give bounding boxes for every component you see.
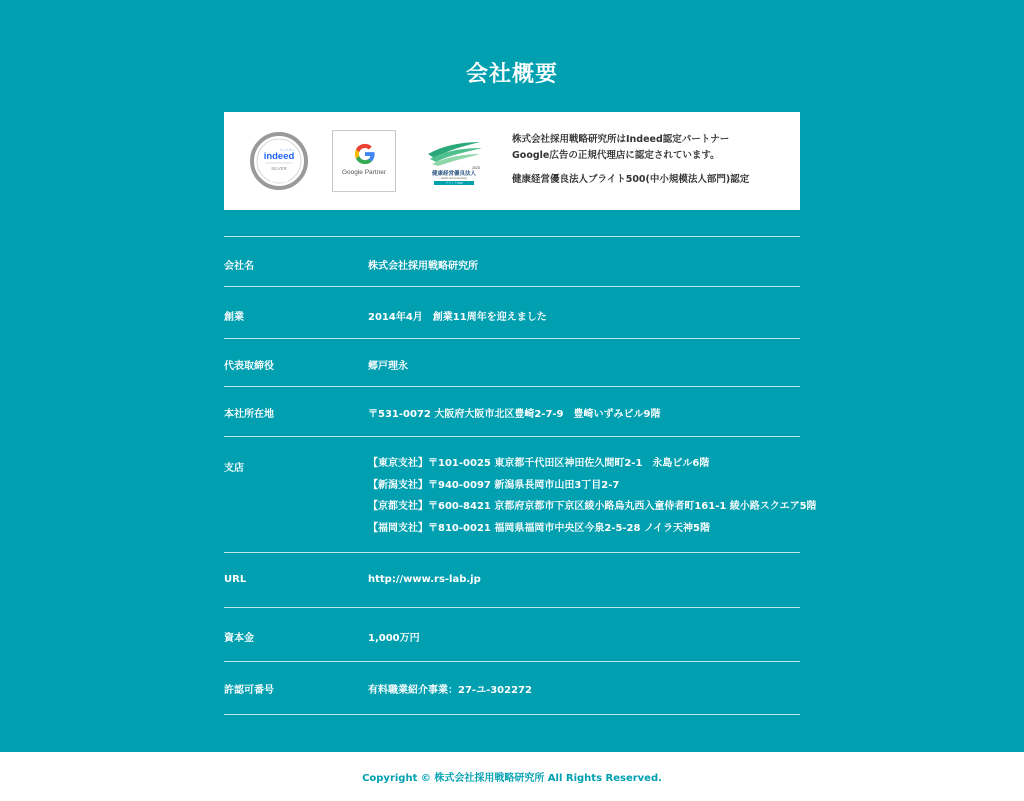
company-info-table	[224, 236, 817, 715]
indeed-silver-partner-badge	[250, 132, 308, 190]
info-row-founded	[224, 287, 800, 339]
kenko-keiei-badge	[424, 136, 484, 186]
google-partner-badge	[332, 130, 396, 192]
info-value: 1,000万円	[368, 633, 420, 644]
google-g-icon	[354, 143, 376, 165]
info-row-capital	[224, 608, 800, 662]
branch-tokyo: 【東京支社】〒101-0025 東京都千代田区神田佐久間町2-1 永島ビル6階	[368, 458, 710, 469]
info-value: 株式会社採用戦略研究所	[368, 261, 478, 272]
info-label: URL	[224, 574, 247, 585]
cert-text-line-3: 健康経営優良法人ブライト500(中小規模法人部門)認定	[512, 174, 750, 185]
info-row-license	[224, 662, 800, 715]
branch-list	[368, 453, 817, 539]
branch-niigata: 【新潟支社】〒940-0097 新潟県長岡市山田3丁目2-7	[368, 479, 620, 491]
google-partner-label: Google Partner	[341, 169, 387, 176]
indeed-partner-text: PARTNER	[269, 179, 289, 184]
kenko-year: 2023	[472, 166, 480, 170]
kenko-label: 健康経営優良法人	[431, 171, 477, 177]
info-row-headquarters	[224, 387, 800, 437]
cert-text-line-2: Google広告の正規代理店に認定されています。	[512, 150, 720, 161]
certification-box	[224, 112, 800, 210]
info-row-ceo	[224, 339, 800, 387]
branch-kyoto: 【京都支社】〒600-8421 京都府京都市下京区綾小路烏丸西入童侍者町161-1 綾小路スクエア5階	[368, 501, 817, 512]
indeed-tier-text: SILVER	[271, 166, 287, 171]
info-value: 2014年4月 創業11周年を迎えました	[368, 312, 547, 323]
kenko-sub: Health and productivity	[440, 177, 468, 180]
indeed-logo-text: indeed	[263, 151, 295, 162]
info-label: 会社名	[224, 261, 254, 272]
info-label: 許認可番号	[224, 685, 274, 696]
page-title: 会社概要	[465, 62, 558, 87]
info-row-company-name	[224, 237, 800, 287]
info-value: 〒531-0072 大阪府大阪市北区豊崎2-7-9 豊崎いずみビル9階	[368, 409, 661, 420]
info-label: 代表取締役	[224, 361, 274, 372]
info-label: 支店	[224, 463, 244, 474]
indeed-small-text: パートナー	[279, 148, 295, 152]
company-url-link[interactable]: http://www.rs-lab.jp	[368, 574, 481, 585]
info-value: 有料職業紹介事業：27-ユ-302272	[368, 685, 532, 696]
kenko-tag: ブライト500	[445, 181, 463, 186]
info-label: 創業	[224, 312, 244, 323]
branch-fukuoka: 【福岡支社】〒810-0021 福岡県福岡市中央区今泉2-5-28 ノイラ天神5階	[368, 522, 711, 534]
info-value: 郷戸理永	[368, 361, 408, 372]
info-label: 本社所在地	[224, 409, 274, 420]
certification-text	[512, 132, 792, 188]
copyright-text: Copyright © 株式会社採用戦略研究所 All Rights Reserved.	[362, 773, 662, 784]
info-row-url	[224, 553, 800, 608]
cert-text-line-1: 株式会社採用戦略研究所はIndeed認定パートナー	[512, 134, 730, 145]
footer	[0, 752, 1024, 801]
info-label: 資本金	[224, 633, 254, 644]
info-row-branches	[224, 437, 817, 553]
